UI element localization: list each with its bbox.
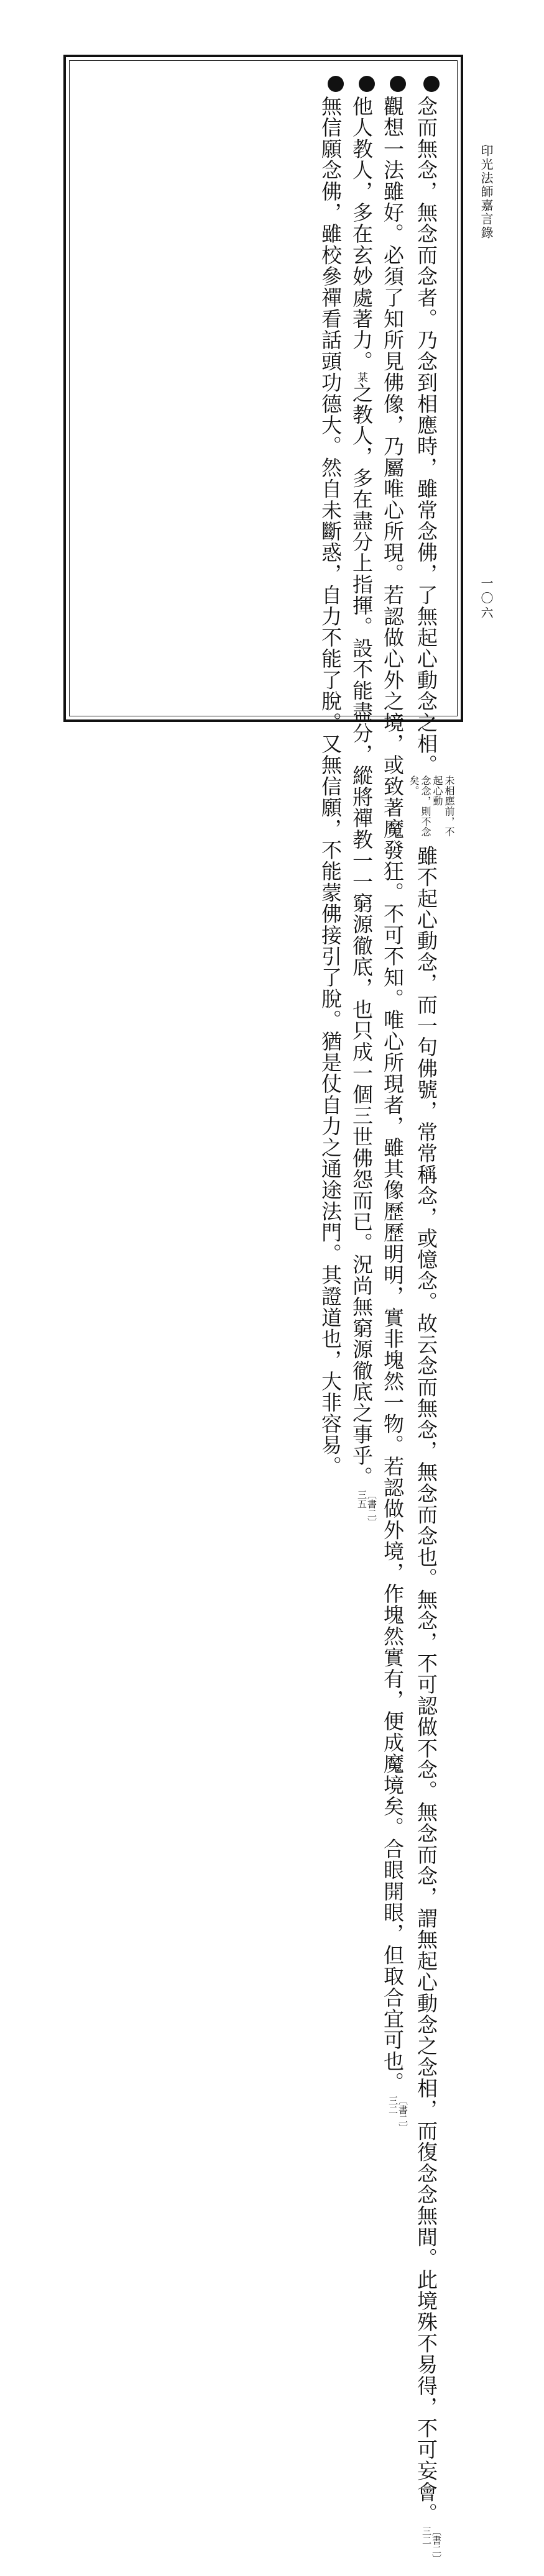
- running-header: 印光法師嘉言錄: [479, 144, 494, 240]
- source-ref-line-1: 〔書二〕: [397, 2095, 408, 2133]
- bullet-icon: [328, 76, 344, 92]
- source-ref-line-2: 三二: [387, 2095, 399, 2114]
- source-ref-line-2: 三五: [356, 1490, 367, 1509]
- paragraph-4: [315, 73, 346, 1477]
- source-reference: [422, 2526, 441, 2576]
- source-ref-line-1: 〔書二〕: [431, 2526, 442, 2564]
- page-number: 一〇六: [479, 577, 494, 621]
- source-reference: [357, 1490, 377, 1540]
- bullet-icon: [359, 76, 375, 92]
- modest-self-reference: 某: [355, 372, 367, 383]
- note-line-2: 念念，則不念矣。: [408, 775, 431, 838]
- paragraph-4-text-a: 無信願念佛，雖校參禪看話頭功德大。然自未斷惑，自力不能了脫。又無信願，不能蒙佛接引了脫。猶是仗自力之通途法門。其證道也，大非容易。: [318, 96, 343, 1477]
- paragraph-3-text-a: 他人教人，多在玄妙處著力。: [349, 96, 374, 372]
- bullet-icon: [423, 76, 440, 92]
- source-ref-line-1: 〔書二〕: [366, 1490, 377, 1528]
- paragraph-1: [408, 73, 455, 2564]
- paragraph-3: [346, 73, 377, 1528]
- note-line-1: 未相應前，不起心動: [431, 775, 455, 838]
- source-ref-line-2: 三二: [421, 2526, 432, 2546]
- paragraph-1-text-a: 念而無念，無念而念者。乃念到相應時，雖常念佛，了無起心動念之相。: [414, 96, 438, 776]
- main-text-column-block: [76, 73, 455, 2564]
- interlinear-note: [408, 775, 455, 845]
- source-reference: [388, 2096, 408, 2145]
- paragraph-2: [377, 73, 408, 2133]
- paragraph-2-text-a: 觀想一法雖好。必須了知所見佛像，乃屬唯心所現。若認做心外之境，或致著魔發狂。不可不知。唯心所現者，雖其像歷歷明明，實非塊然一物。若認做外境，作塊然實有，便成魔境矣。合眼開眼，但取合宜可也。: [380, 96, 405, 2093]
- bullet-icon: [390, 76, 406, 92]
- paragraph-1-text-b: 雖不起心動念，而一句佛號，常常稱念，或憶念。故云念而無念，無念而念也。無念，不可認做不念。無念而念，謂無起心動念之念相，而復念念無間。此境殊不易得，不可妄會。: [414, 845, 438, 2524]
- paragraph-3-text-b: 之教人，多在盡分上指揮。設不能盡分，縱將禪教一一窮源徹底，也只成一個三世佛怨而已。況尚無窮源徹底之事乎。: [349, 382, 374, 1488]
